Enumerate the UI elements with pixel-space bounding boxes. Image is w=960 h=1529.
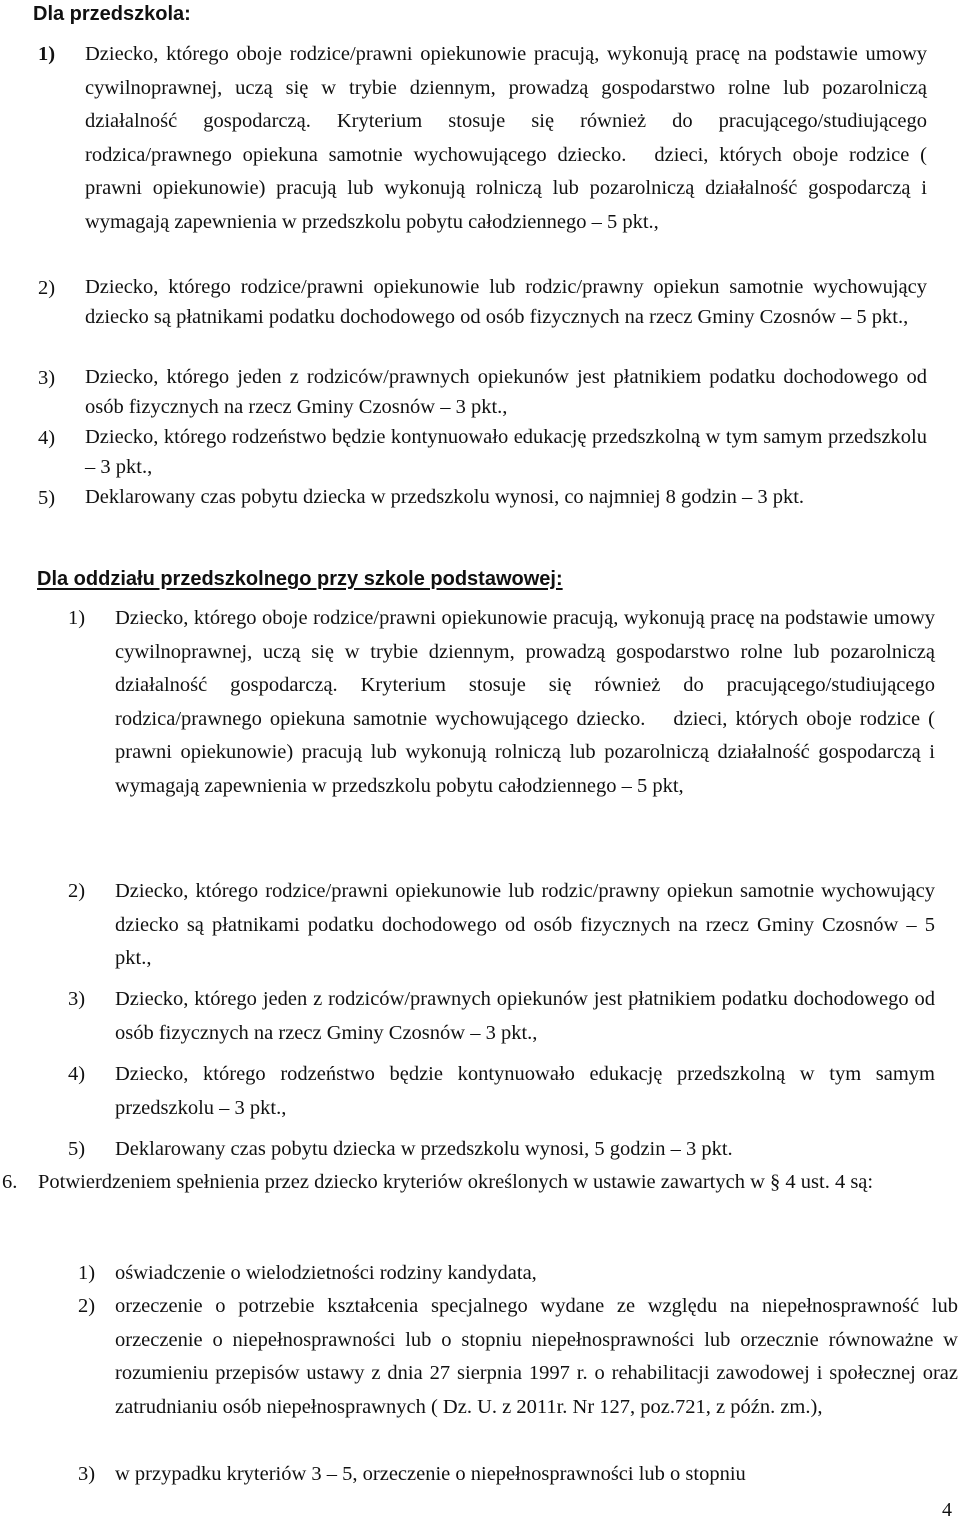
list-item: Dziecko, którego jeden z rodziców/prawnych opiekunów jest płatnikiem podatku dochodowego od osób fizycznych na rzecz Gminy Czosnów – 3 pkt.,	[115, 988, 935, 1044]
list-number: 3)	[68, 988, 86, 1010]
list-item	[85, 38, 927, 239]
list-number: 5)	[38, 487, 56, 509]
list-item: w przypadku kryteriów 3 – 5, orzeczenie o niepełnosprawności lub o stopniu	[115, 1463, 746, 1485]
point-number: 6.	[2, 1171, 18, 1193]
list-item: Deklarowany czas pobytu dziecka w przedszkolu wynosi, 5 godzin – 3 pkt.	[115, 1138, 733, 1160]
list-number: 4)	[68, 1063, 86, 1085]
section-heading-przedszkole: Dla przedszkola:	[33, 3, 191, 25]
list-item: Dziecko, którego rodzeństwo będzie kontynuowało edukację przedszkolną w tym samym przedszkolu – 3 pkt.,	[115, 1063, 935, 1119]
list-item: Deklarowany czas pobytu dziecka w przedszkolu wynosi, co najmniej 8 godzin – 3 pkt.	[85, 486, 805, 508]
page-number: 4	[942, 1499, 952, 1521]
list-item: Dziecko, którego rodzice/prawni opiekunowie lub rodzic/prawny opiekun samotnie wychowujący dziecko są płatnikami podatku dochodowego od osób fizycznych na rzecz Gminy Czosnów – 5 pkt.,	[115, 880, 935, 969]
section-heading-oddzial: Dla oddziału przedszkolnego przy szkole podstawowej:	[37, 568, 563, 590]
criterion-text: Dziecko, którego oboje rodzice/prawni opiekunowie pracują, wykonują pracę na podstawie umowy cywilnoprawnej, uczą się w trybie dziennym, prowadzą gospodarstwo rolne lub pozarolniczą działalność gospodarczą. Kryterium stosuje się również do pracującego/studiującego rodzica/prawnego opiekuna samotnie wychowującego dziecko.	[85, 43, 927, 166]
list-number: 2)	[78, 1295, 96, 1317]
criterion-text: Dziecko, którego oboje rodzice/prawni opiekunowie pracują, wykonują pracę na podstawie umowy cywilnoprawnej, uczą się w trybie dziennym, prowadzą gospodarstwo rolne lub pozarolniczą działalność gospodarczą. Kryterium stosuje się również do pracującego/studiującego rodzica/prawnego opiekuna samotnie wychowującego dziecko.	[115, 607, 935, 730]
list-item: Dziecko, którego rodzeństwo będzie kontynuowało edukację przedszkolną w tym samym przedszkolu – 3 pkt.,	[85, 426, 927, 478]
list-number: 5)	[68, 1138, 86, 1160]
list-item: Dziecko, którego rodzice/prawni opiekunowie lub rodzic/prawny opiekun samotnie wychowujący dziecko są płatnikami podatku dochodowego od osób fizycznych na rzecz Gminy Czosnów – 5 pkt.,	[85, 276, 927, 328]
list-number: 4)	[38, 427, 56, 449]
list-number: 2)	[38, 277, 56, 299]
list-number: 3)	[78, 1463, 96, 1485]
criterion-text-continued: dzieci, których oboje rodzice ( prawni opiekunowie) pracują lub wykonują rolniczą lub pozarolniczą działalność gospodarczą i wymagają zapewnienia w przedszkolu pobytu całodziennego – 5 pkt.,	[85, 143, 927, 233]
list-number: 1)	[68, 607, 86, 629]
list-number: 1)	[78, 1262, 96, 1284]
list-number: 3)	[38, 367, 56, 389]
list-number: 1)	[38, 43, 56, 65]
list-item: orzeczenie o potrzebie kształcenia specjalnego wydane ze względu na niepełnosprawność lub orzeczenie o niepełnosprawności lub o stopniu niepełnosprawności lub orzecznie równoważne w rozumieniu przepisów ustawy z dnia 27 sierpnia 1997 r. o rehabilitacji zawodowej i społecznej oraz zatrudnianiu osób niepełnosprawnych ( Dz. U. z 2011r. Nr 127, poz.721, z późn. zm.),	[115, 1295, 958, 1418]
list-item	[115, 602, 935, 803]
point-6-text: Potwierdzeniem spełnienia przez dziecko kryteriów określonych w ustawie zawartych w § 4 ust. 4 są:	[38, 1171, 874, 1193]
list-item: oświadczenie o wielodzietności rodziny kandydata,	[115, 1262, 537, 1284]
list-number: 2)	[68, 880, 86, 902]
criterion-text-continued: dzieci, których oboje rodzice ( prawni opiekunowie) pracują lub wykonują rolniczą lub pozarolniczą działalność gospodarczą i wymagają zapewnienia w przedszkolu pobytu całodziennego – 5 pkt,	[115, 707, 935, 797]
list-item: Dziecko, którego jeden z rodziców/prawnych opiekunów jest płatnikiem podatku dochodowego od osób fizycznych na rzecz Gminy Czosnów – 3 pkt.,	[85, 366, 927, 418]
